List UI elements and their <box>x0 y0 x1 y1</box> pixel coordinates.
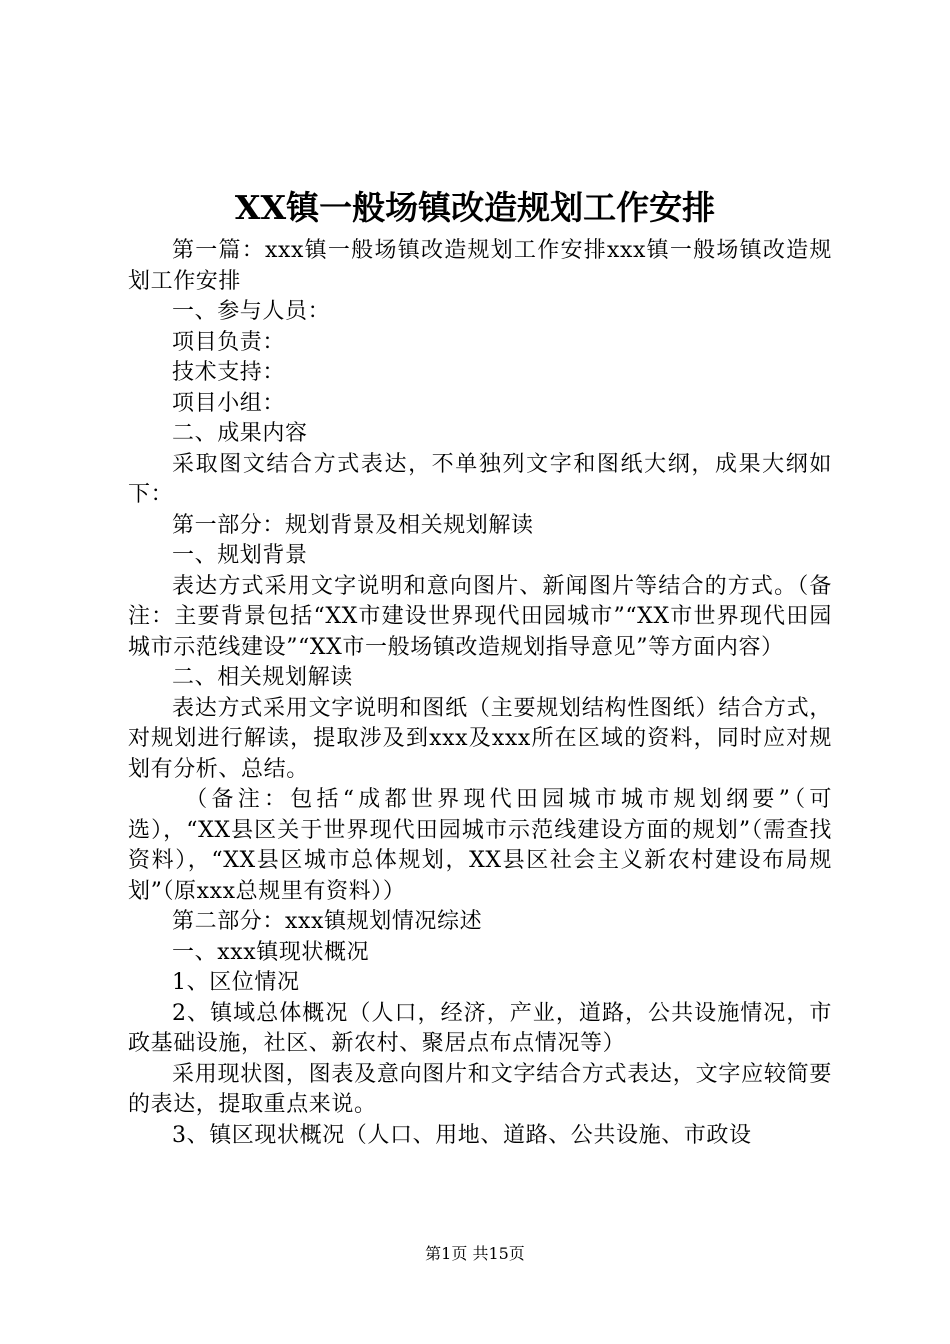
document-body <box>128 236 832 1151</box>
paragraph: 第一部分：规划背景及相关规划解读 <box>172 512 534 538</box>
paragraph: 采取图文结合方式表达，不单独列文字和图纸大纲，成果大纲如下： <box>128 451 832 507</box>
paragraph: 第一篇：xxx镇一般场镇改造规划工作安排xxx镇一般场镇改造规划工作安排 <box>128 238 832 294</box>
paragraph: 一、规划背景 <box>172 543 308 568</box>
paragraph: 1、区位情况 <box>172 970 300 995</box>
paragraph: 项目小组： <box>172 390 286 416</box>
paragraph: 一、参与人员： <box>172 299 331 324</box>
paragraph: 一、xxx镇现状概况 <box>172 939 370 965</box>
paragraph: 表达方式采用文字说明和意向图片、新闻图片等结合的方式。（备注：主要背景包括“XX市建设世界现代田园城市”“XX市世界现代田园城市示范线建设”“XX市一般场镇改造规划指导意见”等方面内容） <box>128 573 832 660</box>
page-footer: 第1页 共15页 <box>425 1244 525 1263</box>
paragraph: 2、镇域总体概况（人口，经济，产业，道路，公共设施情况，市政基础设施，社区、新农村、聚居点布点情况等） <box>128 1000 832 1056</box>
paragraph: 3、镇区现状概况（人口、用地、道路、公共设施、市政设 <box>172 1122 752 1148</box>
paragraph: （备注：包括“成都世界现代田园城市城市规划纲要”（可选），“XX县区关于世界现代田园城市示范线建设方面的规划”（需查找资料），“XX县区城市总体规划，XX县区社会主义新农村建设布局规划”（原xxx总规里有资料）） <box>128 787 832 904</box>
paragraph: 第二部分：xxx镇规划情况综述 <box>172 909 483 934</box>
paragraph: 表达方式采用文字说明和图纸（主要规划结构性图纸）结合方式，对规划进行解读，提取涉及到xxx及xxx所在区域的资料，同时应对规划有分析、总结。 <box>128 695 832 782</box>
paragraph: 二、成果内容 <box>172 421 308 446</box>
paragraph: 采用现状图，图表及意向图片和文字结合方式表达，文字应较简要的表达，提取重点来说。 <box>128 1061 832 1117</box>
paragraph: 项目负责： <box>172 329 286 355</box>
paragraph: 技术支持： <box>172 360 286 385</box>
document-title: XX镇一般场镇改造规划工作安排 <box>234 188 716 227</box>
paragraph: 二、相关规划解读 <box>172 665 353 690</box>
